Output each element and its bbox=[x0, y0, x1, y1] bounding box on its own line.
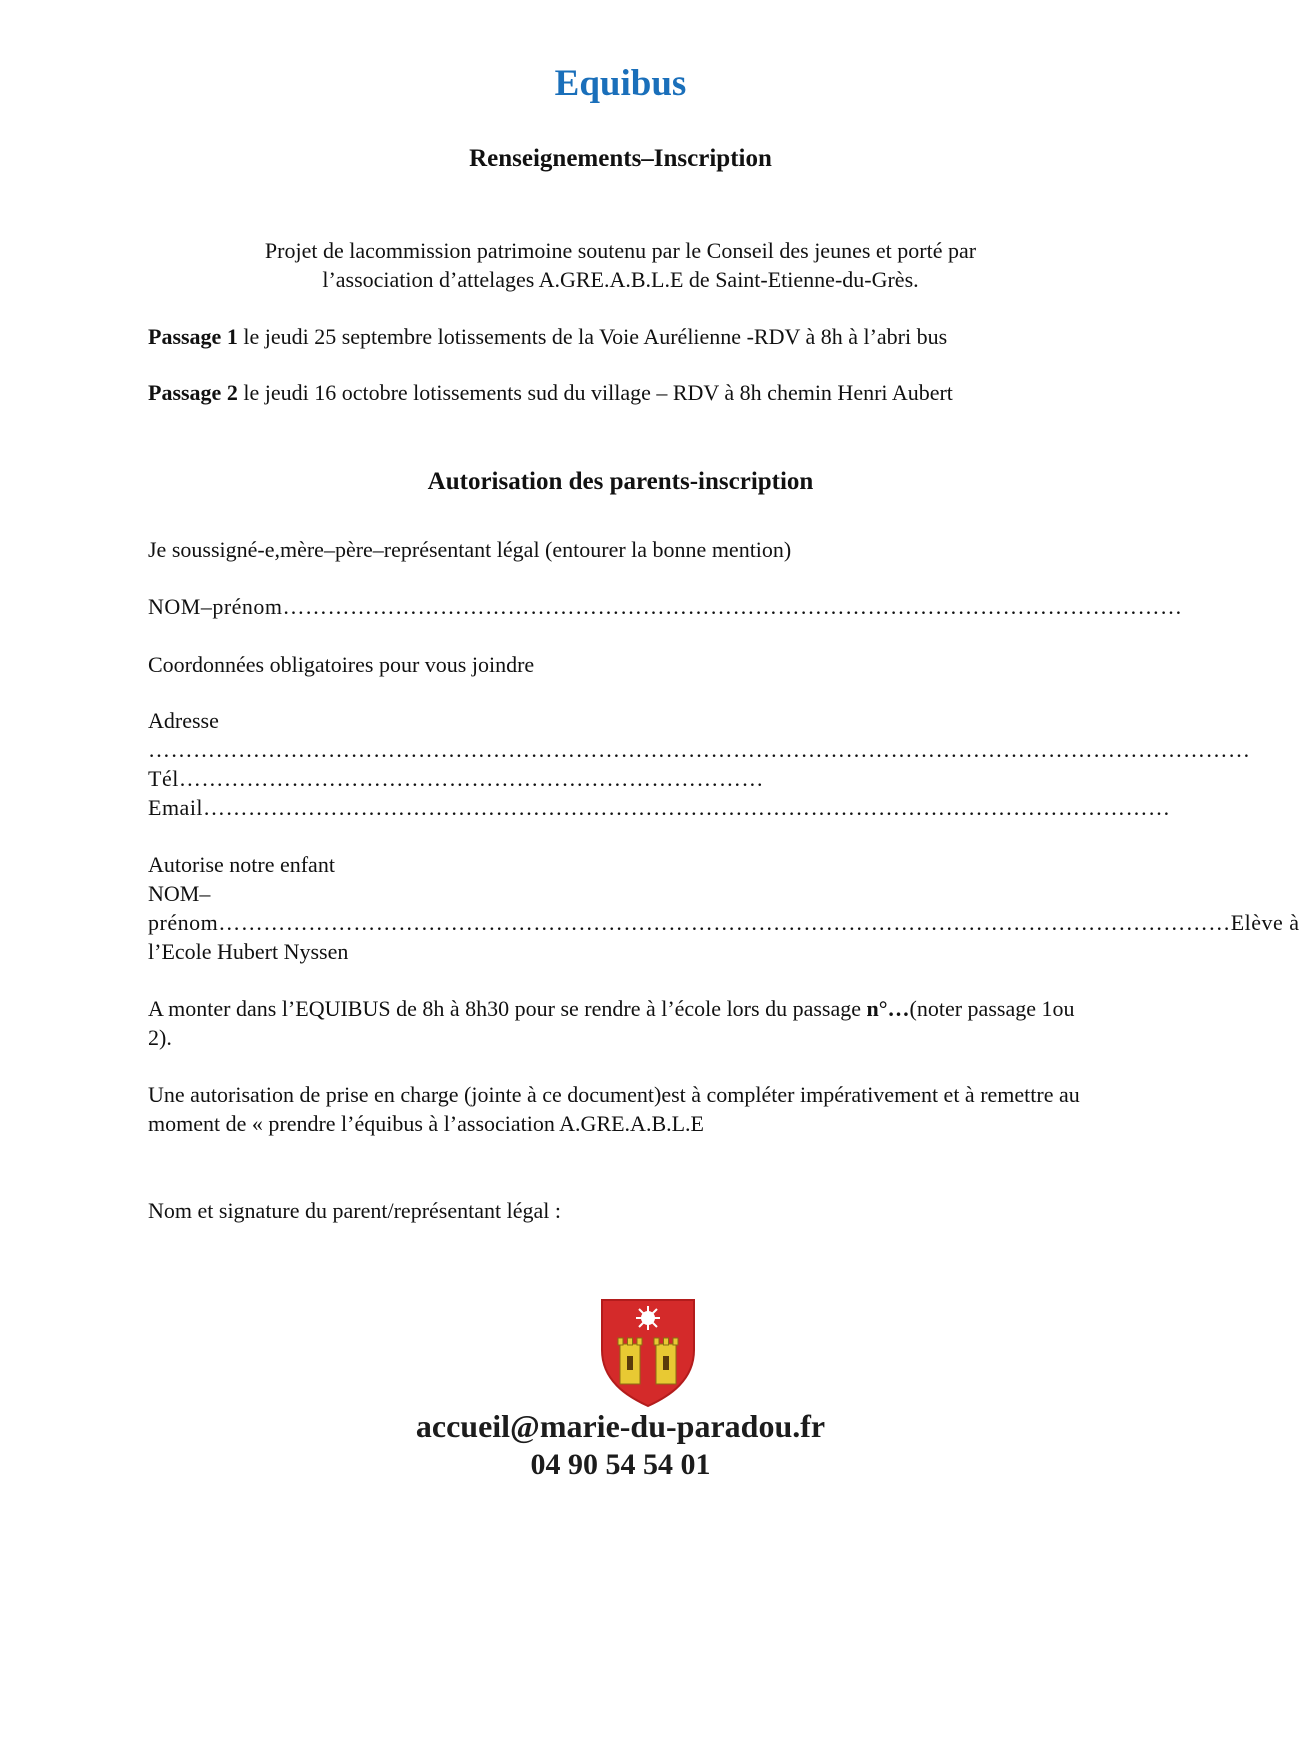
declaration-text: Je soussigné-e,mère–père–représentant légal (entourer la bonne mention) bbox=[148, 537, 792, 562]
autorise-label: Autorise notre enfant bbox=[148, 852, 335, 877]
child-firstname-field[interactable]: prénom………………………………………………………………………………………………………………………Elève à bbox=[148, 910, 1300, 935]
boarding-text: A monter dans l’EQUIBUS de 8h à 8h30 pour se rendre à l’école lors du passage bbox=[148, 996, 867, 1021]
phone-field[interactable]: Tél…………………………………………………………………… bbox=[148, 766, 764, 791]
passage-2-text: le jeudi 16 octobre lotissements sud du village – RDV à 8h chemin Henri Aubert bbox=[237, 380, 953, 405]
section-title: Autorisation des parents-inscription bbox=[427, 468, 814, 495]
parent-name-field[interactable]: NOM–prénom………………………………………………………………………………………………………… bbox=[148, 594, 1183, 619]
child-name-label: NOM– bbox=[148, 881, 211, 906]
boarding-note: (noter passage 1ou 2). bbox=[148, 996, 1075, 1050]
passage-1-label: Passage 1 bbox=[148, 324, 238, 349]
email-field[interactable]: Email………………………………………………………………………………………………………………… bbox=[148, 795, 1171, 820]
passage-1 bbox=[148, 322, 1093, 351]
passage-number-field[interactable]: n°… bbox=[866, 996, 910, 1021]
intro-line-2: l’association d’attelages A.GRE.A.B.L.E de Saint-Etienne-du-Grès. bbox=[322, 267, 919, 292]
coordonnees-label: Coordonnées obligatoires pour vous joindre bbox=[148, 652, 535, 677]
intro-paragraph bbox=[148, 236, 1093, 294]
boarding-paragraph bbox=[148, 994, 1093, 1052]
page-subtitle: Renseignements–Inscription bbox=[469, 145, 772, 172]
address-field[interactable]: ………………………………………………………………………………………………………………………………… bbox=[148, 737, 1251, 762]
intro-line-1: Projet de lacommission patrimoine soutenu par le Conseil des jeunes et porté par bbox=[264, 238, 977, 263]
coat-of-arms-icon bbox=[598, 1296, 698, 1408]
passage-2-label: Passage 2 bbox=[148, 380, 238, 405]
contact-phone: 04 90 54 54 01 bbox=[530, 1448, 711, 1481]
pickup-authorization-paragraph: Une autorisation de prise en charge (jointe à ce document)est à compléter impérativement et à remettre au moment de « prendre l’équibus à l’association A.GRE.A.B.L.E bbox=[148, 1082, 1080, 1136]
address-label: Adresse bbox=[148, 708, 219, 733]
page-title: Equibus bbox=[554, 63, 687, 104]
school-label: l’Ecole Hubert Nyssen bbox=[148, 939, 349, 964]
signature-label: Nom et signature du parent/représentant légal : bbox=[148, 1198, 561, 1223]
passage-1-text: le jeudi 25 septembre lotissements de la Voie Aurélienne -RDV à 8h à l’abri bus bbox=[237, 324, 948, 349]
passage-2 bbox=[148, 378, 1093, 407]
contact-email: accueil@marie-du-paradou.fr bbox=[415, 1408, 826, 1444]
